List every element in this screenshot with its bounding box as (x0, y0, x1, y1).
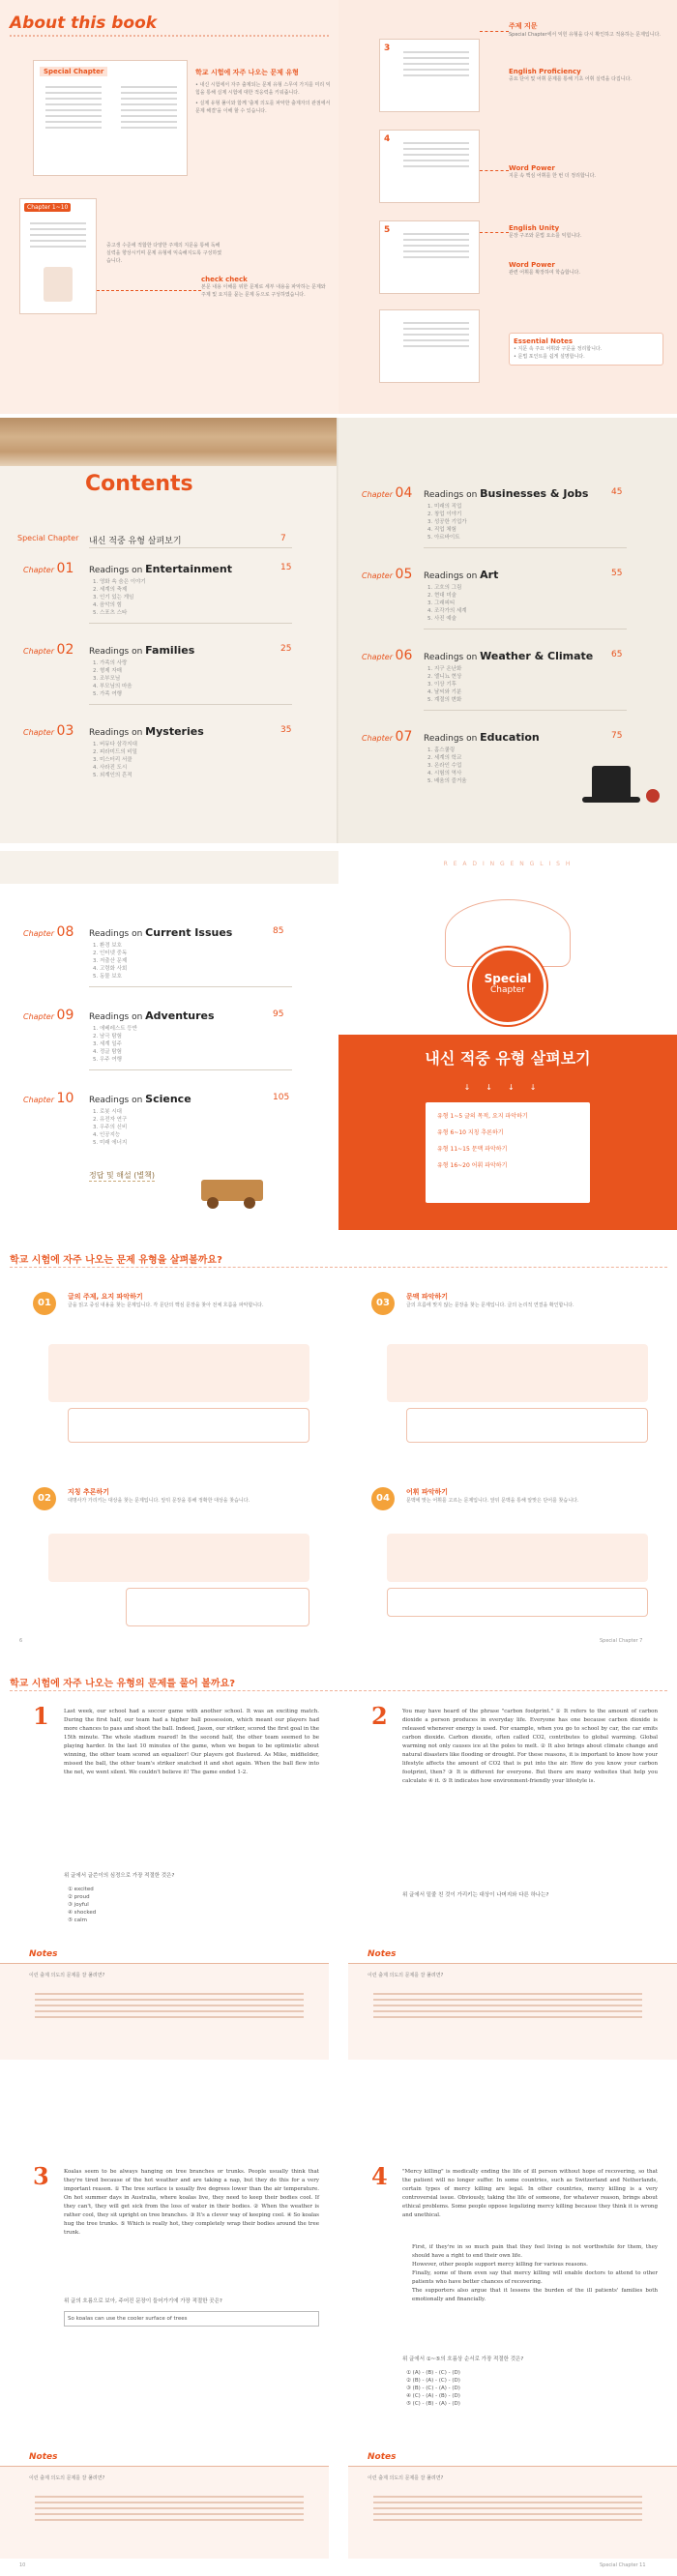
toc-ch10-units: 1. 로봇 시대 2. 유전자 연구 3. 우주의 신비 4. 인공지능 5. 미래 에너지 (93, 1109, 128, 1146)
toc-ch07-label: Chapter 07 (362, 729, 413, 745)
question-2-passage: You may have heard of the phrase "carbon footprint." ① It refers to the amount of carbon dioxide a person produces in everyday life. Everyone has one because carbon dioxide is released whenever energy is used. For example, when you go to school by car, the car emits carbon dioxide. Carbon dioxide, often called CO2, contributes to global warming. Global warming not only causes ice at the poles to melt. ② It also brings about climate change and natural disasters like flooding or drought. For these reasons, it is important to know how your lifestyle affects the amount of CO2 that is put into the air. How do you know your carbon footprint, then? ③ It is different for everyone. But there are many websites that help you calculate ④ it. ⑤ It indicates how environment-friendly your lifestyle is. (402, 1709, 658, 1784)
toc-ch10-page: 105 (273, 1093, 290, 1102)
toc-divider (89, 704, 292, 705)
question-1-number: 1 (33, 1702, 49, 1730)
notes-area-right-2 (348, 2466, 677, 2559)
callout-3-title: Word Power (509, 164, 555, 172)
notes-prompt-right-2: 이런 출제 의도의 문제를 잘 풀려면? (368, 2475, 444, 2481)
toc-ch07-title: Readings on Education (424, 731, 540, 744)
badge-special: Special (484, 972, 532, 985)
notes-prompt-right: 이런 출제 의도의 문제를 잘 풀려면? (368, 1973, 444, 1978)
type-card-01-tip (48, 1344, 309, 1402)
sample-page-3: 5 (379, 220, 480, 294)
type-card-04 (406, 1487, 658, 1505)
question-4-prompt: 위 글에서 ①~⑤의 흐름상 순서로 가장 적절한 것은? (402, 2356, 524, 2362)
contents-title: Contents (85, 472, 193, 496)
callout-5 (509, 261, 663, 277)
toc-ch05-label: Chapter 05 (362, 567, 413, 582)
toc-ch08-label: Chapter 08 (23, 924, 74, 940)
toc-ch04-units: 1. 미래의 직업 2. 창업 이야기 3. 성공한 기업가 4. 직업 체험 5. 아르바이트 (427, 504, 467, 541)
toc-ch01-title: Readings on Entertainment (89, 563, 232, 575)
about-right-page (338, 0, 677, 414)
q4-point-b: However, other people support mercy killing for various reasons. (412, 2262, 588, 2268)
check-check-title: check check (201, 276, 248, 283)
type-card-04-desc: 문맥에 맞는 어휘를 고르는 문제입니다. 앞뒤 문맥을 통해 알맞은 단어를 찾습니다. (406, 1498, 579, 1504)
callout-5-title: Word Power (509, 261, 555, 269)
heading-underline (10, 1690, 667, 1691)
question-3-number: 3 (33, 2162, 49, 2190)
toc-ch06-units: 1. 지구 온난화 2. 엘니뇨 현상 3. 이상 기후 4. 날씨와 기분 5. 계절의 변화 (427, 666, 462, 703)
callout-2-title: English Proficiency (509, 68, 581, 75)
check-check-desc: 본문 내용 이해를 위한 문제로 세부 내용을 파악하는 문제와 주제 및 요지를 묻는 문제 등으로 구성하였습니다. (201, 284, 326, 298)
title-underline (10, 35, 329, 37)
toc-divider (89, 623, 292, 624)
q4-point-a: First, if they're in so much pain that they feel living is not worthwhile for them, they should have a right to end their own life. (412, 2244, 658, 2259)
essential-item-2: • 문법 포인트를 쉽게 설명합니다. (514, 354, 585, 360)
type-card-02-tip (48, 1534, 309, 1582)
heading-underline (10, 1267, 667, 1268)
page-top-band (0, 851, 338, 884)
special-badge (469, 948, 546, 1025)
toc-ch08-page: 85 (273, 926, 284, 936)
q4-option-4[interactable]: ④ (C) - (A) - (B) - (D) (406, 2393, 460, 2399)
toc-ch10-label: Chapter 10 (23, 1091, 74, 1106)
arrows-row: ↓↓↓↓ (463, 1083, 552, 1092)
contents-left-page (0, 418, 338, 843)
notes-area-left-2 (0, 2466, 329, 2559)
q1-option-3[interactable]: ③ joyful (68, 1902, 89, 1908)
page-number-left: 6 (19, 1638, 23, 1644)
type-card-03 (406, 1292, 658, 1309)
notes-prompt-left: 이런 출제 의도의 문제를 잘 풀려면? (29, 1973, 105, 1978)
essential-title: Essential Notes (514, 337, 574, 345)
toc-special-page: 7 (280, 534, 286, 543)
toc-ch05-units: 1. 고흐의 그림 2. 현대 미술 3. 그래피티 4. 조각가의 세계 5. 사진 예술 (427, 585, 467, 622)
toc-ch01-label: Chapter 01 (23, 561, 74, 576)
contents-right-page (338, 418, 677, 843)
type-card-01 (68, 1292, 319, 1309)
notes-label-left-2: Notes (29, 2452, 58, 2462)
essential-notes-box (509, 333, 663, 366)
type-item-2: 유형 6~10 지칭 추론하기 (437, 1129, 504, 1136)
q1-option-4[interactable]: ④ shocked (68, 1910, 97, 1916)
question-1-prompt: 위 글에서 글쓴이의 심정으로 가장 적절한 것은? (64, 1873, 175, 1879)
callout-1-title: 주제 지문 (509, 22, 538, 30)
contents-spread (0, 418, 677, 843)
notes-prompt-left-2: 이런 출제 의도의 문제를 잘 풀려면? (29, 2475, 105, 2481)
q4-point-c: Finally, some of them even say that mercy killing will enable doctors to attend to other patients who have better chances of recovering. (412, 2270, 658, 2285)
type-card-02-desc: 대명사가 가리키는 대상을 찾는 문제입니다. 앞뒤 문장을 통해 정확한 대상을 찾습니다. (68, 1498, 250, 1504)
notes-area-right (348, 1963, 677, 2060)
toc-divider (89, 1069, 292, 1070)
question-types-spread (0, 1238, 677, 1655)
special-thumbnail (33, 60, 188, 176)
special-chapter-opener (338, 851, 677, 1230)
magic-hat-brim (582, 797, 640, 803)
callout-4 (509, 224, 663, 240)
type-badge-03: 03 (371, 1292, 395, 1315)
magic-hat-illustration (592, 766, 631, 801)
toc-ch09-units: 1. 에베레스트 등반 2. 남극 탐험 3. 세계 일주 4. 정글 탐험 5. 우주 여행 (93, 1026, 137, 1063)
type-card-03-example (406, 1408, 648, 1443)
callout-2-desc: 중요 단어 및 어휘 문제를 통해 기초 어휘 실력을 다집니다. (509, 76, 632, 82)
notes-label-right-2: Notes (368, 2452, 397, 2462)
toc-divider (89, 547, 292, 548)
toc-divider (424, 547, 627, 548)
toc-special-label: Special Chapter (17, 534, 79, 542)
type-card-04-title: 어휘 파악하기 (406, 1488, 449, 1496)
types-box (426, 1102, 590, 1203)
q4-point-d: The supporters also argue that it lessens the burden of the ill patients' families both emotionally and financially. (412, 2288, 658, 2302)
toc-divider (424, 710, 627, 711)
check-check-callout (201, 276, 331, 299)
leader-line-1 (480, 31, 509, 32)
leader-line (97, 290, 201, 291)
special-thumb-label: Special Chapter (40, 67, 107, 76)
toc-ch02-title: Readings on Families (89, 644, 195, 657)
toc-ch02-page: 25 (280, 644, 292, 654)
sample-page-1: 3 (379, 39, 480, 112)
toc-ch05-title: Readings on Art (424, 569, 499, 581)
type-card-01-example (68, 1408, 309, 1443)
contents-continued-page (0, 851, 338, 1230)
page-number-right: Special Chapter 7 (600, 1638, 643, 1644)
toc-ch06-label: Chapter 06 (362, 648, 413, 663)
badge-chapter: Chapter (490, 985, 525, 995)
toc-ch09-label: Chapter 09 (23, 1008, 74, 1023)
q1-option-2[interactable]: ② proud (68, 1894, 90, 1900)
type-card-01-desc: 글을 읽고 중심 내용을 찾는 문제입니다. 각 문단의 핵심 문장을 찾아 전체 흐름을 파악합니다. (68, 1303, 264, 1308)
about-left-page (0, 0, 338, 414)
type-card-04-example (387, 1588, 648, 1617)
special-heading: 학교 시험에 자주 나오는 문제 유형 (195, 69, 299, 76)
question-1-passage: Last week, our school had a soccer game with another school. It was an exciting match. During the first half, our team had a higher ball possession, which meant our players had more chances to pass and shoot the ball. Indeed, Jason, our striker, scored the first goal in the 15th minute. The whole stadium roared! In the second half, the other team seemed to be playing harder. In the last 10 minutes of the game, when we began to be optimistic about winning, the other team scored an equalizer! Our players got flustered. As Mike, midfielder, missed the ball, the other team's striker snatched it and shot again. When the ball flew into the net, we went silent. We couldn't believe it! The game ended 1-2. (64, 1709, 319, 1775)
type-card-04-tip (387, 1534, 648, 1582)
sample-page-2: 4 (379, 130, 480, 203)
toc-ch03-units: 1. 버뮤다 삼각지대 2. 피라미드의 비밀 3. 미스터리 서클 4. 사라진 도시 5. 외계인의 흔적 (93, 742, 137, 778)
toc-ch09-page: 95 (273, 1010, 284, 1019)
toc-ch04-page: 45 (611, 487, 623, 497)
type-item-4: 유형 16~20 어휘 파악하기 (437, 1162, 508, 1169)
toc-ch03-title: Readings on Mysteries (89, 725, 204, 738)
toc-ch01-units: 1. 영화 속 숨은 이야기 2. 세계의 축제 3. 인기 있는 게임 4. 음악의 힘 5. 스포츠 스타 (93, 579, 146, 616)
toc-ch02-units: 1. 가족의 사랑 2. 형제 자매 3. 조부모님 4. 부모님의 마음 5. 가족 여행 (93, 660, 132, 697)
question-2-number: 2 (371, 1702, 388, 1730)
types-heading: 학교 시험에 자주 나오는 문제 유형을 살펴볼까요? (10, 1255, 222, 1266)
essential-item-1: • 지문 속 주요 어휘와 구문을 정리합니다. (514, 346, 603, 352)
question-4-points (412, 2243, 658, 2304)
type-badge-02: 02 (33, 1487, 56, 1510)
sample-page-4 (379, 309, 480, 383)
apple-icon (646, 789, 660, 803)
q4-option-3[interactable]: ③ (B) - (C) - (A) - (D) (406, 2386, 460, 2391)
questions-heading: 학교 시험에 자주 나오는 유형의 문제를 풀어 볼까요? (10, 1679, 236, 1689)
toc-ch04-title: Readings on Businesses & Jobs (424, 487, 589, 500)
callout-3-desc: 지문 속 핵심 어휘를 한 번 더 정리합니다. (509, 173, 596, 179)
type-item-1: 유형 1~5 글의 목적, 요지 파악하기 (437, 1113, 528, 1120)
toc-ch02-label: Chapter 02 (23, 642, 74, 658)
type-card-01-title: 글의 주제, 요지 파악하기 (68, 1293, 143, 1301)
toc-ch06-page: 65 (611, 650, 623, 659)
type-badge-01: 01 (33, 1292, 56, 1315)
toc-ch07-page: 75 (611, 731, 623, 741)
special-callout (195, 68, 331, 115)
type-badge-04: 04 (371, 1487, 395, 1510)
callout-3 (509, 164, 663, 180)
callout-2 (509, 68, 663, 83)
wood-texture-banner (0, 418, 338, 466)
question-3-given-sentence: So koalas can use the cooler surface of trees (64, 2311, 319, 2327)
questions-spread-1 (0, 1663, 677, 2108)
leader-line-2 (480, 170, 509, 171)
toc-ch06-title: Readings on Weather & Climate (424, 650, 594, 662)
toc-ch01-page: 15 (280, 563, 292, 572)
q1-option-1[interactable]: ① excited (68, 1887, 94, 1892)
notes-label-left: Notes (29, 1949, 58, 1959)
train-wheel-right (244, 1197, 255, 1209)
leader-line-3 (480, 232, 509, 233)
question-1-options (68, 1886, 96, 1924)
questions-spread-2 (0, 2123, 677, 2576)
question-2-prompt: 위 글에서 밑줄 친 것이 가리키는 대상이 나머지와 다른 하나는? (402, 1892, 549, 1898)
toc-ch08-units: 1. 환경 보호 2. 인터넷 중독 3. 저출산 문제 4. 고령화 사회 5. 동물 보호 (93, 943, 128, 980)
notes-label-right: Notes (368, 1949, 397, 1959)
callout-5-desc: 관련 어휘를 확장하여 학습합니다. (509, 270, 580, 276)
question-4-passage: "Mercy killing" is medically ending the life of ill person without hope of recovering, so that the patient will no longer suffer. In some countries, such as Switzerland and Netherlands, certain types of mercy killing are legal. In other countries, mercy killing is a very controversial issue. Obviously, taking the life of someone, for whatever reason, brings about ethical problems. Some people oppose legalizing mercy killing because they think it is wrong and unethical. (402, 2169, 658, 2218)
type-item-3: 유형 11~15 문맥 파악하기 (437, 1146, 508, 1153)
toc-ch03-page: 35 (280, 725, 292, 735)
type-card-03-title: 문맥 파악하기 (406, 1293, 449, 1301)
page-number-left-2: 10 (19, 2562, 26, 2568)
chapter-desc: 중고생 수준에 적합한 다양한 주제의 지문을 통해 독해 실력을 향상시키며 문제 유형에 익숙해지도록 구성하였습니다. (106, 243, 222, 264)
special-chapter-title: 내신 적중 유형 살펴보기 (425, 1049, 591, 1068)
type-card-02-title: 지칭 추론하기 (68, 1488, 110, 1496)
train-wheel-left (207, 1197, 219, 1209)
q1-option-5[interactable]: ⑤ calm (68, 1917, 87, 1923)
page-number-right-2: Special Chapter 11 (600, 2562, 646, 2568)
callout-1 (509, 21, 663, 39)
chapter-thumb-illustration (44, 267, 73, 302)
type-card-02 (68, 1487, 319, 1505)
toc-ch04-label: Chapter 04 (362, 485, 413, 501)
about-this-book-spread (0, 0, 677, 414)
chapter-thumbnail (19, 198, 97, 314)
question-4-options (406, 2369, 460, 2408)
q4-option-2[interactable]: ② (B) - (A) - (C) - (D) (406, 2378, 460, 2384)
toc-ch10-title: Readings on Science (89, 1093, 191, 1105)
question-4-number: 4 (371, 2162, 388, 2190)
q4-option-1[interactable]: ① (A) - (B) - (C) - (D) (406, 2370, 460, 2376)
toc-ch07-units: 1. 홈스쿨링 2. 세계의 학교 3. 온라인 수업 4. 시험의 역사 5. 배움의 즐거움 (427, 747, 467, 784)
toc-ch09-title: Readings on Adventures (89, 1010, 215, 1022)
reading-english-banner: R E A D I N G E N G L I S H (443, 861, 573, 867)
callout-4-title: English Unity (509, 224, 560, 232)
about-title: About this book (10, 14, 158, 33)
type-card-03-tip (387, 1344, 648, 1402)
chapter-thumb-label: Chapter 1~10 (24, 203, 71, 212)
toc-divider (89, 986, 292, 987)
question-3-prompt: 위 글의 흐름으로 보아, 주어진 문장이 들어가기에 가장 적절한 곳은? (64, 2298, 222, 2304)
callout-1-desc: Special Chapter에서 익힌 유형을 다시 확인하고 적용하는 문제입니다. (509, 32, 661, 38)
special-chapter-spread (0, 851, 677, 1230)
toc-ch05-page: 55 (611, 569, 623, 578)
callout-4-desc: 문장 구조와 문법 요소를 익힙니다. (509, 233, 582, 239)
chapter-callout (106, 242, 222, 265)
notes-area-left (0, 1963, 329, 2060)
type-card-02-example (126, 1588, 309, 1626)
special-bullet-1: • 내신 시험에서 자주 출제되는 문제 유형 스무여 가지를 미리 익힘을 통해 실제 시험에 대한 적응력을 키워줍니다. (195, 82, 331, 96)
toc-ch08-title: Readings on Current Issues (89, 926, 233, 939)
question-3-passage: Koalas seem to be always hanging on tree branches or trunks. People usually think that they're tired because of the hot weather and are taking a nap, but they do this for a very important reason. ① The tree surface is usually five degrees lower than the air temperature. On hot summer days in Australia, where koalas live, they need to keep their bodies cool. If they can't, they will get sick from the loss of water in their bodies. ② When the weather is rather cool, they sit upright on tree branches. ③ It's a clever way of keeping cool. ④ So koalas hug the tree trunks. ⑤ Which is really hot, they completely wrap their bodies around the tree trunk. (64, 2169, 319, 2236)
answer-key-label: 정답 및 해설 (별책) (89, 1171, 155, 1180)
toc-special-title: 내신 적중 유형 살펴보기 (89, 537, 182, 546)
q4-option-5[interactable]: ⑤ (C) - (B) - (A) - (D) (406, 2401, 460, 2407)
type-card-03-desc: 글의 흐름에 맞지 않는 문장을 찾는 문제입니다. 글의 논리적 연결을 확인합니다. (406, 1303, 574, 1308)
special-bullet-2: • 실제 유형 풀이와 함께 '출제 의도를 파악한 출제자의 관점에서 문제 해결'을 이해 할 수 있습니다. (195, 101, 331, 114)
toc-ch03-label: Chapter 03 (23, 723, 74, 739)
